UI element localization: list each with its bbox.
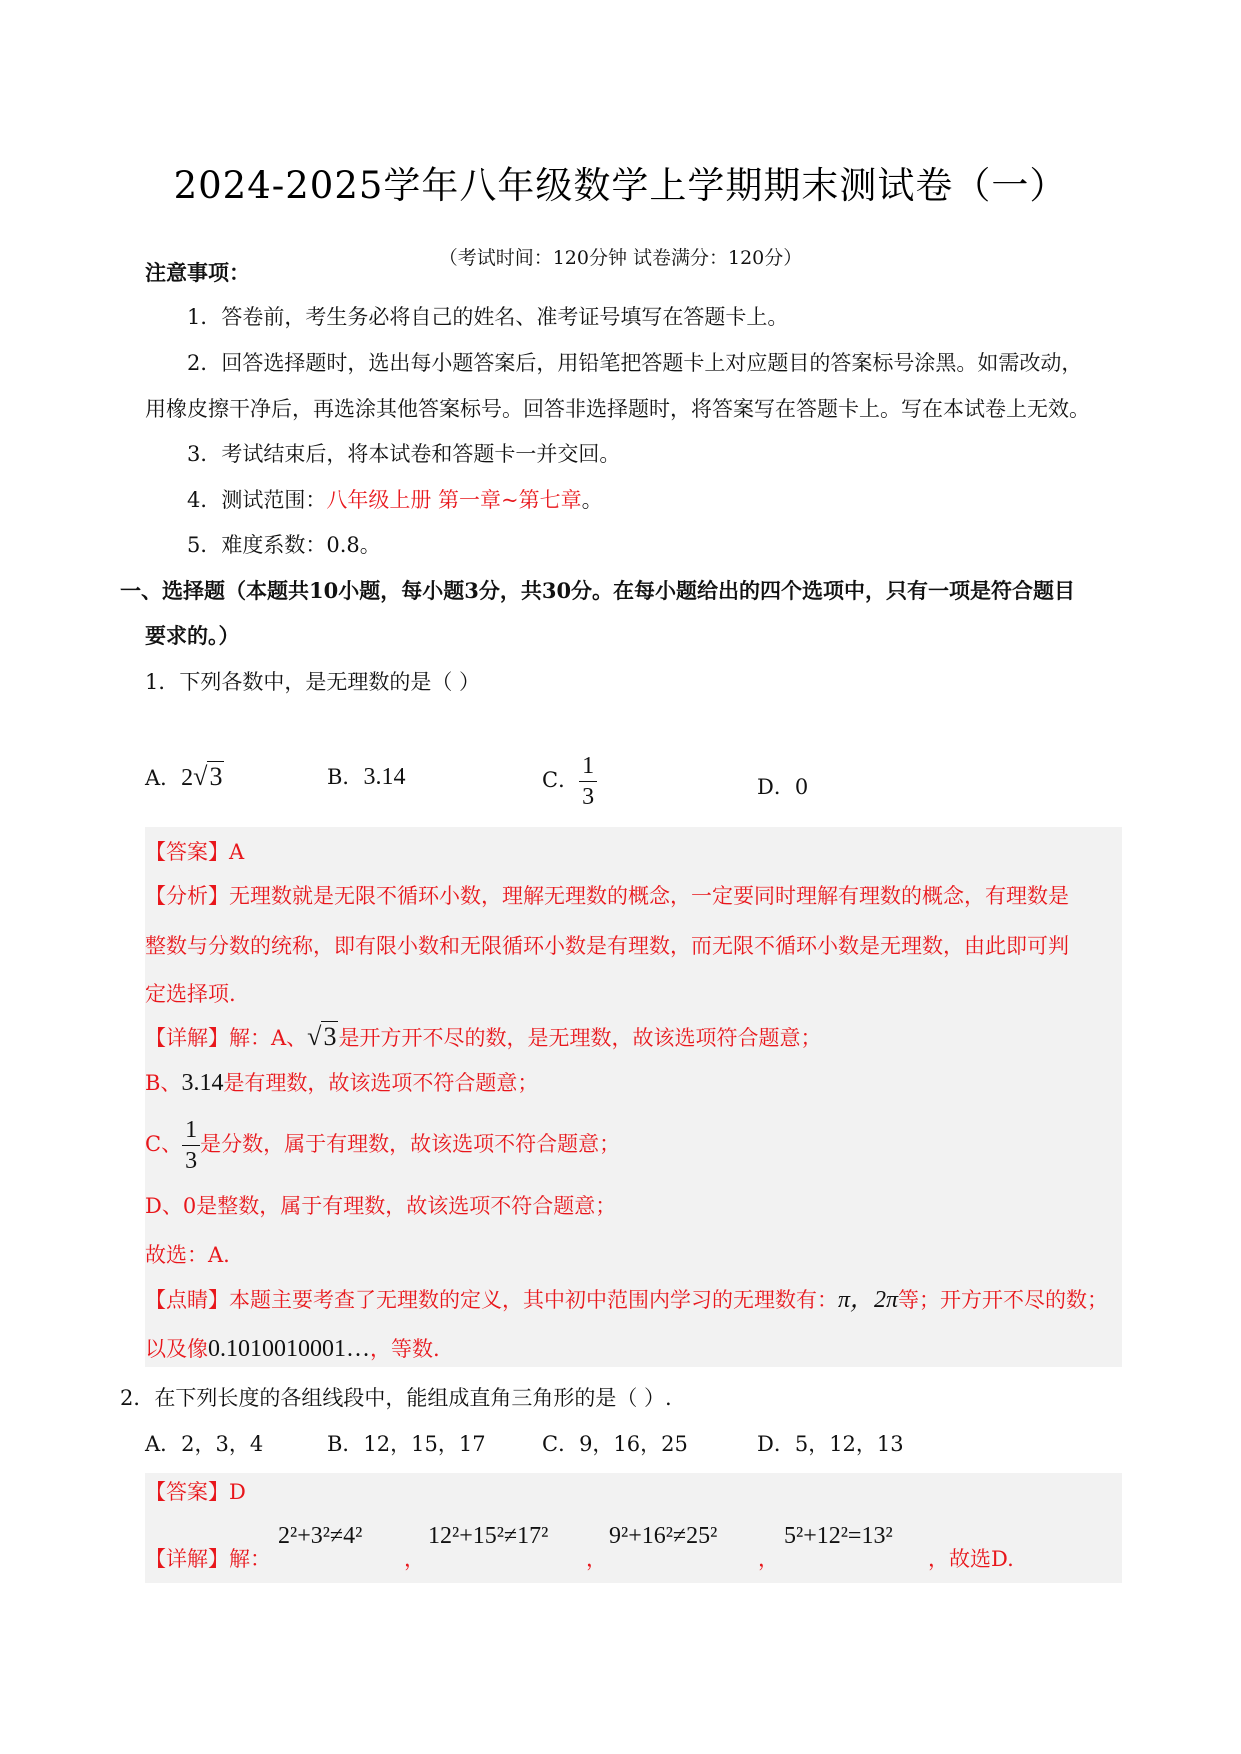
question-1-stem: 1．下列各数中，是无理数的是（ ）: [145, 670, 481, 694]
notes-heading: 注意事项：: [145, 260, 250, 285]
radicand: 3: [209, 762, 223, 791]
analysis-tag: 【分析】: [145, 884, 229, 908]
option-label: D．: [757, 775, 795, 799]
answer-tag: 【答案】: [145, 1480, 229, 1504]
denominator: 3: [582, 784, 595, 810]
q1-conclusion: 故选：A.: [145, 1243, 230, 1267]
separator: ，: [404, 1547, 425, 1571]
q2-option-c: C．9，16，25: [542, 1432, 688, 1456]
q2-equation-4: 5²+12²=13²: [784, 1523, 893, 1549]
exam-info: （考试时间：120分钟 试卷满分：120分）: [438, 247, 803, 269]
answer-tag: 【答案】: [145, 840, 229, 864]
numerator: 1: [182, 1118, 200, 1146]
q1-analysis-line2: 整数与分数的统称，即有限小数和无限循环小数是有理数，而无限不循环小数是无理数，由此即可判: [145, 934, 1069, 958]
detail-text: B、: [145, 1071, 182, 1095]
q1-detail-c: [145, 1118, 620, 1173]
note-4-scope: 八年级上册 第一章~第七章: [326, 488, 582, 512]
q2-equation-1: 2²+3²≠4²: [278, 1523, 363, 1549]
q1-answer: [145, 837, 244, 867]
q2-option-d: D．5，12，13: [757, 1432, 904, 1456]
q2-option-b: B．12，15，17: [327, 1432, 486, 1456]
analysis-text: 无理数就是无限不循环小数，理解无理数的概念，一定要同时理解有理数的概念，有理数是: [229, 884, 1069, 908]
q2-option-a: A．2，3，4: [145, 1432, 264, 1456]
numerator: 1: [579, 754, 597, 782]
math-value: 3.14: [181, 1070, 224, 1096]
note-3: 3．考试结束后，将本试卷和答题卡一并交回。: [187, 442, 621, 466]
q1-point-line2: [145, 1334, 440, 1364]
fraction: [579, 754, 597, 809]
sqrt-symbol: √3: [307, 1022, 337, 1051]
answer-value: D: [229, 1480, 246, 1504]
detail-text: 是分数，属于有理数，故该选项不符合题意；: [200, 1132, 621, 1156]
option-b-value: 3.14: [363, 764, 406, 790]
q2-answer: [145, 1477, 246, 1507]
detail-text: 是开方开不尽的数，是无理数，故该选项符合题意；: [338, 1026, 822, 1050]
separator: ，: [758, 1547, 779, 1571]
option-label: B．: [327, 765, 364, 789]
q2-equation-3: 9²+16²≠25²: [609, 1523, 718, 1549]
point-tag: 【点睛】: [145, 1288, 229, 1312]
denominator: 3: [185, 1148, 198, 1174]
q1-option-a: [145, 762, 224, 793]
question-2-stem: 2．在下列长度的各组线段中，能组成直角三角形的是（ ）.: [120, 1386, 672, 1410]
point-text: 等；开方开不尽的数；: [898, 1288, 1109, 1312]
math-value: π，2π: [838, 1287, 899, 1313]
radicand: 3: [323, 1022, 337, 1051]
note-4-label: 4．测试范围：: [187, 488, 327, 512]
section-heading-line1: 一、选择题（本题共10小题，每小题3分，共30分。在每小题给出的四个选项中，只有一项是符合题目: [120, 578, 1076, 603]
option-d-value: 0: [794, 775, 809, 799]
answer-value: A: [229, 840, 245, 864]
note-1: 1．答卷前，考生务必将自己的姓名、准考证号填写在答题卡上。: [187, 305, 789, 329]
option-label: A．: [145, 766, 182, 790]
q1-detail-d: D、0是整数，属于有理数，故该选项不符合题意；: [145, 1194, 617, 1218]
q1-analysis-line1: [145, 881, 1069, 911]
point-text: 本题主要考查了无理数的定义，其中初中范围内学习的无理数有：: [229, 1288, 838, 1312]
q1-detail-a: [145, 1022, 821, 1053]
detail-text: 解：: [229, 1547, 271, 1571]
q2-equation-2: 12²+15²≠17²: [428, 1523, 549, 1549]
note-5: 5．难度系数：0.8。: [187, 533, 381, 557]
q1-option-b: [327, 762, 405, 792]
detail-tag: 【详解】: [145, 1547, 229, 1571]
note-2-line1: 2．回答选择题时，选出每小题答案后，用铅笔把答题卡上对应题目的答案标号涂黑。如需改动，: [187, 351, 1083, 375]
q2-conclusion: ，故选D.: [928, 1547, 1014, 1571]
note-4: [187, 485, 603, 515]
q1-analysis-line3: 定选择项.: [145, 982, 236, 1006]
fraction: [182, 1118, 200, 1173]
q1-option-c: [542, 754, 597, 809]
sqrt-symbol: √3: [193, 762, 223, 791]
detail-text: C、: [145, 1132, 183, 1156]
point-text: ，等数.: [370, 1337, 440, 1361]
q1-point-line1: [145, 1285, 1108, 1315]
math-value: 0.1010010001…: [208, 1336, 370, 1362]
q2-detail-label: [145, 1544, 271, 1574]
note-4-end: 。: [581, 488, 603, 512]
detail-tag: 【详解】: [145, 1026, 229, 1050]
detail-text: 解：A、: [229, 1026, 308, 1050]
separator: ，: [586, 1547, 607, 1571]
option-a-coef: 2: [181, 765, 194, 791]
section-heading-line2: 要求的。）: [145, 623, 240, 648]
point-text: 以及像: [145, 1337, 208, 1361]
q1-option-d: [757, 772, 808, 802]
option-label: C．: [542, 768, 580, 792]
q1-detail-b: [145, 1068, 538, 1098]
note-2-line2: 用橡皮擦干净后，再选涂其他答案标号。回答非选择题时，将答案写在答题卡上。写在本试卷上无效。: [145, 397, 1090, 421]
page-title: 2024-2025学年八年级数学上学期期末测试卷（一）: [173, 164, 1068, 207]
detail-text: 是有理数，故该选项不符合题意；: [223, 1071, 539, 1095]
